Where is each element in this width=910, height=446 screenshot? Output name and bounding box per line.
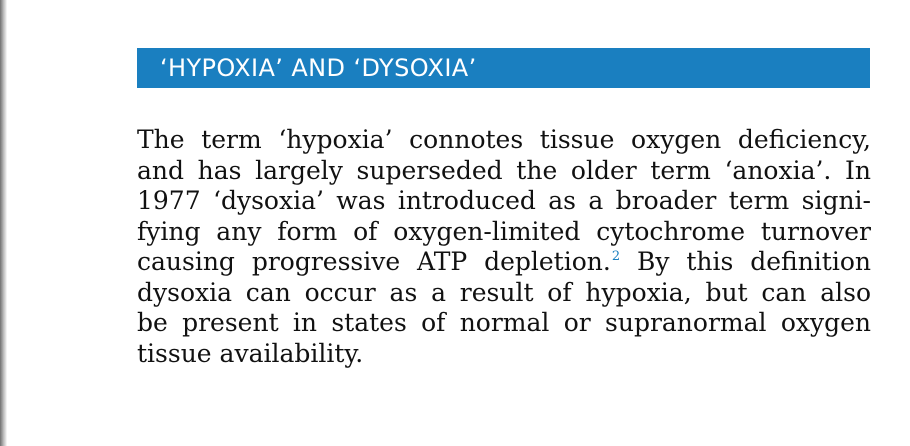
paragraph-line: 1977 ‘dysoxia’ was introduced as a broader term signi- [137, 186, 871, 215]
document-page [7, 0, 910, 446]
reference-superscript[interactable]: 2 [611, 249, 621, 264]
section-heading: ‘HYPOXIA’ AND ‘DYSOXIA’ [160, 54, 477, 82]
paragraph-line: be present in states of normal or supranormal oxygen [137, 308, 871, 337]
paragraph-line: and has largely superseded the older term ‘anoxia’. In [137, 155, 871, 185]
paragraph-line: The term ‘hypoxia’ connotes tissue oxygen deficiency, [137, 125, 871, 154]
paragraph-line: fying any form of oxygen-limited cytochrome turnover [137, 216, 871, 246]
paragraph-line: tissue availability. [137, 338, 364, 368]
paragraph-text-segment: By this definition [620, 247, 871, 276]
paragraph-text-segment: causing progressive ATP depletion. [137, 247, 611, 276]
section-banner [137, 48, 870, 88]
body-paragraph [137, 125, 871, 369]
paragraph-line-with-reference [137, 247, 871, 278]
paragraph-line: dysoxia can occur as a result of hypoxia, but can also [137, 277, 871, 307]
viewer-left-edge [0, 0, 7, 446]
